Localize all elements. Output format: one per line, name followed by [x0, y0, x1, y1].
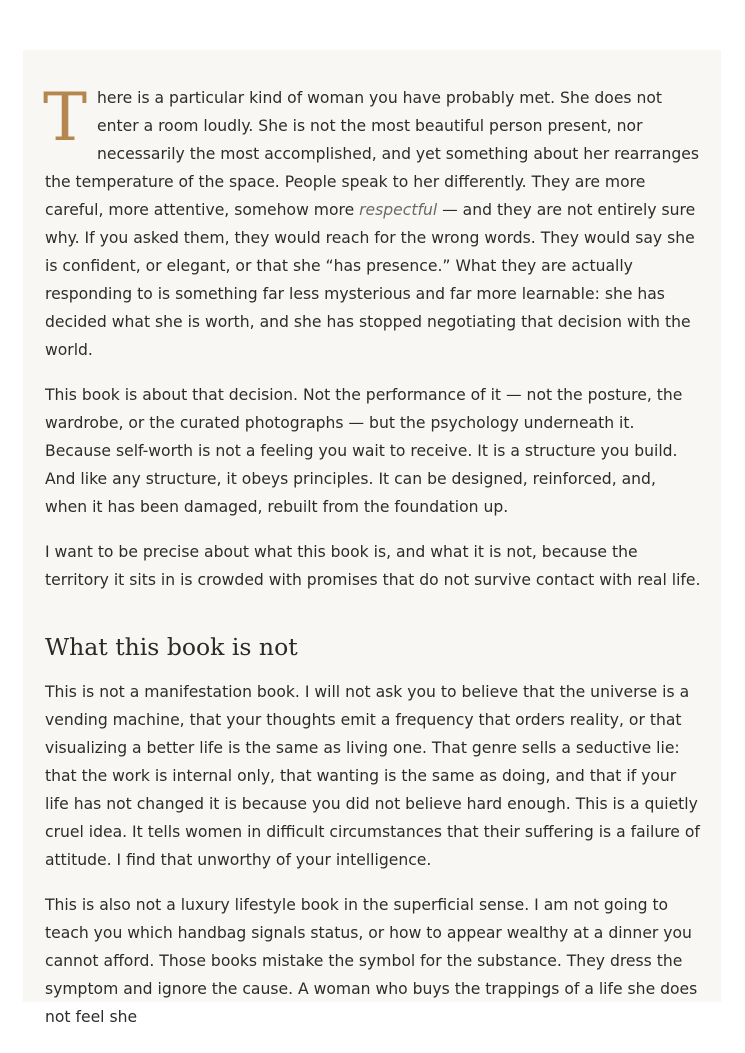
intro-paragraph-1-text-a: here is a particular kind of woman you have probably met. She does not enter a room loudly. She is not the most beautiful person present, nor necessarily the most accomplished, and yet something about her rearranges the temperature of the space. People speak to her differently. They are more careful, more attentive, somehow more — [45, 89, 699, 219]
intro-paragraph-2: This book is about that decision. Not the performance of it — not the posture, the wardrobe, or the curated photographs — but the psychology underneath it. Because self-worth is not a feeling you wait to receive. It is a structure you build. And like any structure, it obeys principles. It can be designed, reinforced, and, when it has been damaged, rebuilt from the foundation up. — [45, 386, 683, 516]
book-page — [23, 50, 721, 1026]
intro-paragraph-3: I want to be precise about what this book is, and what it is not, because the territory it sits in is crowded with promises that do not survive contact with real life. — [45, 543, 701, 589]
page-content — [43, 79, 701, 1048]
section-paragraph-2: This is also not a luxury lifestyle book in the superficial sense. I am not going to teach you which handbag signals status, or how to appear wealthy at a dinner you cannot afford. Those books mistake the symbol for the substance. They dress the symptom and ignore the cause. A woman who buys the trappings of a life she does not feel she — [45, 896, 698, 1026]
emphasis-respectful: respectful — [359, 201, 438, 219]
intro-paragraph-1 — [43, 79, 701, 364]
section-paragraph-1: This is not a manifestation book. I will not ask you to believe that the universe is a vending machine, that your thoughts emit a frequency that orders reality, or that visualizing a better life is the same as living one. That genre sells a seductive lie: that the work is internal only, that wanting is the same as doing, and that if your life has not changed it is because you did not believe hard enough. This is a quietly cruel idea. It tells women in difficult circumstances that their suffering is a failure of attitude. I find that unworthy of your intelligence. — [45, 683, 700, 869]
section-heading: What this book is not — [45, 633, 298, 661]
drop-cap: T — [43, 79, 88, 156]
intro-paragraph-1-text-b: — and they are not entirely sure why. If you asked them, they would reach for the wrong words. They would say she is confident, or elegant, or that she “has presence.” What they are actually responding to is something far less mysterious and far more learnable: she has decided what she is worth, and she has stopped negotiating that decision with the world. — [45, 201, 696, 359]
